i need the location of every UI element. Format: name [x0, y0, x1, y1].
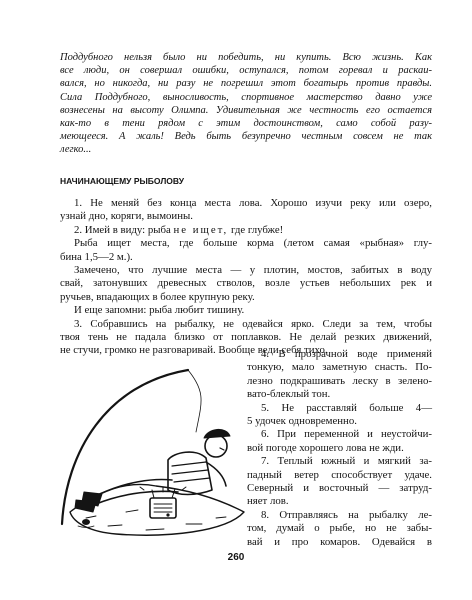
intro-line: как-то в тени рядом с этим достоинством, само собой разу- [60, 118, 432, 130]
column-line: 7. Теплый южный и мягкий за- [261, 455, 432, 468]
intro-line: меющееся. А жаль! Ведь быть безупречно честным совсем не так [60, 131, 432, 143]
page-number: 260 [227, 552, 245, 563]
column-line: том, думай о рыбе, но не забы- [247, 522, 432, 535]
tip-2-emphasis: не ищет, [173, 223, 229, 236]
body-line [60, 224, 432, 237]
column-line: вай и про комаров. Одевайся в [247, 535, 432, 548]
body-line: 3. Собравшись на рыбалку, не одевайся ярко. Следи за тем, чтобы [74, 317, 432, 330]
tips-column [247, 348, 432, 549]
body-line: свай, затонувших древесных стволов, возле устьев небольших рек и [60, 277, 432, 290]
body-line: Рыба ищет места, где больше корма (летом самая «рыбная» глу- [74, 237, 432, 250]
intro-paragraph [60, 51, 432, 157]
intro-line: Сила Поддубного, выносливость, спортивное мастерство давно уже [60, 91, 432, 103]
column-line: лезно подкрашивать леску в зелено- [247, 374, 432, 387]
body-line: бина 1,5—2 м.). [60, 250, 133, 263]
intro-line: вознесены на высоту Олимпа. Удивительная же честность его остается [60, 104, 432, 116]
column-line: вой погоде хорошего лова не жди. [247, 441, 404, 454]
column-line: 6. При переменной и неустойчи- [261, 428, 432, 441]
tip-2-suffix: где глубже! [230, 223, 284, 236]
body-line: 1. Не меняй без конца места лова. Хорошо изучи реку или озеро, [74, 197, 432, 209]
intro-line: вался, но никогда, ни разу не погрешил этот богатырь против правды. [60, 78, 432, 90]
intro-line: Поддубного нельзя было ни победить, ни купить. Всю жизнь. Как [60, 52, 432, 63]
column-line: няет лов. [247, 495, 289, 508]
body-line: ручьев, впадающих в более крупную реку. [60, 290, 255, 303]
column-line: падный ветер способствует удаче. [247, 468, 432, 481]
fisherman-illustration-icon [56, 362, 248, 542]
column-line: Северный и восточный — затруд- [247, 482, 432, 495]
column-line: 5 удочек одновременно. [247, 415, 357, 428]
body-line: И еще запомни: рыба любит тишину. [74, 304, 245, 317]
column-line: вато-блеклый тон. [247, 388, 331, 401]
body-line: твоя тень не падала близко от поплавков. Не делай резких движений, [60, 331, 432, 344]
tip-2-prefix: 2. Имей в виду: рыба [74, 223, 171, 236]
intro-line: все люди, он совершал ошибки, оступался, потом горевал и раскаи- [60, 65, 432, 77]
intro-line: легко... [60, 144, 92, 156]
body-line: узнай дно, коряги, вымоины. [60, 210, 193, 223]
column-line: 5. Не расставляй больше 4— [261, 401, 432, 414]
body-line: Замечено, что лучшие места — у плотин, мостов, забитых в воду [74, 264, 432, 277]
body-line: не стучи, громко не разговаривай. Вообще веди себя тихо. [60, 344, 328, 357]
advice-body [60, 197, 432, 358]
column-line: 4. В прозрачной воде применяй [261, 348, 432, 360]
column-line: 8. Отправляясь на рыбалку ле- [261, 508, 432, 521]
section-title: НАЧИНАЮЩЕМУ РЫБОЛОВУ [60, 176, 184, 186]
column-line: тонкую, мало заметную снасть. По- [247, 361, 432, 374]
